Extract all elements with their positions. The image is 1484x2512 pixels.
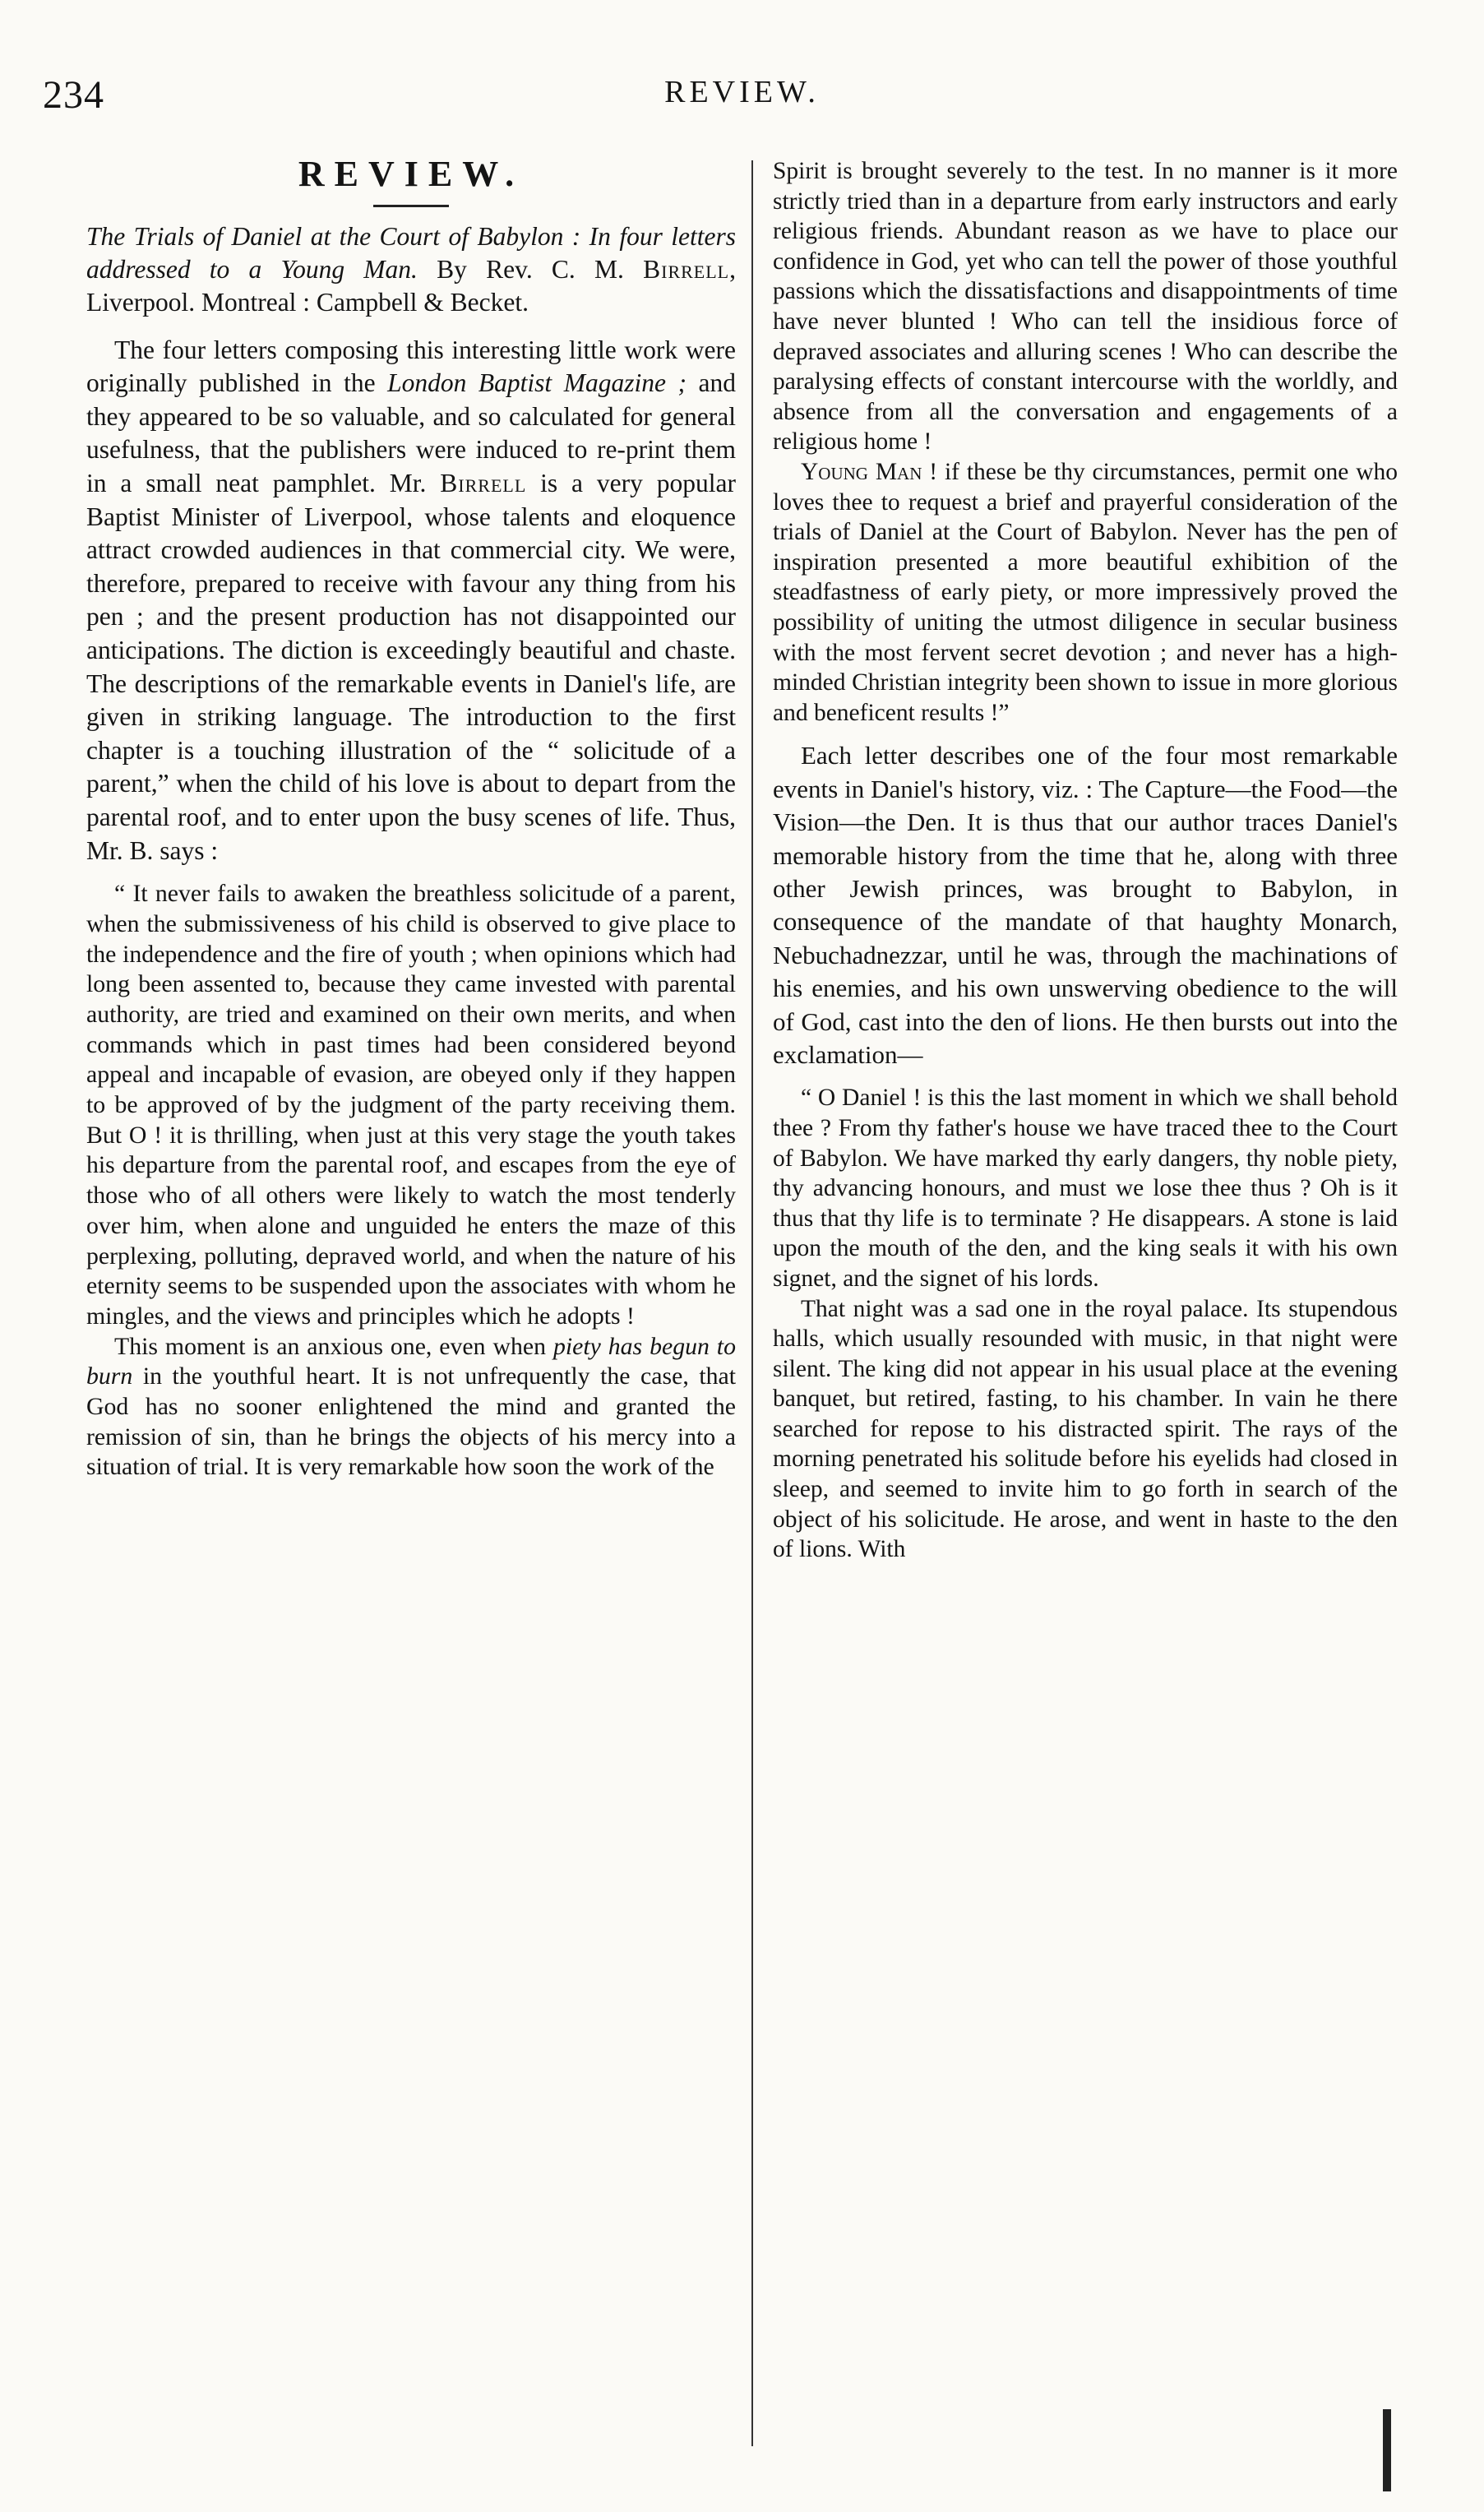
citation-place: , Liverpool. [86, 254, 736, 317]
paragraph-text: in the youthful heart. It is not unfrequently the case, that God has no sooner enlightened the mind and granted the remission of sin, than he brings the objects of his mercy into a situation of trial. It is very remarkable how soon the work of the [86, 1362, 736, 1481]
citation-text [86, 220, 736, 319]
page-number: 234 [43, 73, 104, 117]
section-heading: REVIEW. [298, 154, 525, 194]
book-citation [86, 220, 736, 319]
paragraph-text: and they appeared to be so valuable, and so calculated for general usefulness, that the publishers were induced to re-print them in a small neat pamphlet. Mr. [86, 368, 737, 497]
paragraph-text: if these be thy circumstances, permit one who loves thee to request a brief and prayerful consideration of the trials of Daniel at the Court of Babylon. Never has the pen of inspiration presented a more beautiful exhibition of the steadfastness of early piety, or more impressively proved the possibility of uniting the utmost diligence in secular business with the most fervent secret devotion ; and never has a high-minded Christian integrity been shown to issue in more glorious and beneficent results !” [773, 458, 1398, 726]
page-edge-mark [1383, 2409, 1391, 2491]
book-title: The Trials of Daniel at the Court of Babylon : In four letters addressed to a Young Man. [86, 221, 736, 284]
paragraph-letters: Each letter describes one of the four most remarkable events in Daniel's history, viz. : The Capture—the Food—the Vision—the Den. It is thus that our author traces Daniel's memorable history from the time that he, along with three other Jewish princes, was brought to Babylon, in consequence of the mandate of that haughty Monarch, Nebuchadnezzar, until he was, through the machinations of his enemies, and his own unswerving obedience to the will of God, cast into the den of lions. He then bursts out into the exclamation— [773, 741, 1398, 1069]
quote-continuation: Spirit is brought severely to the test. In no manner is it more strictly tried than in a departure from early instructors and early religious friends. Abundant reason as we have to place our confidence in God, yet who can tell the power of those youthful passions which the dissatisfactions and disappointments of time have never blunted ! Who can tell the insidious force of depraved associates and alluring scenes ! Who can describe the paralysing effects of constant intercourse with the worldly, and absence from all the conversation and engagements of a religious home ! [773, 158, 1398, 456]
quote-continued [86, 1332, 736, 1483]
lead-words: Young Man ! [801, 458, 938, 485]
young-man-paragraph [773, 457, 1398, 728]
author-name-inline: Birrell [440, 468, 527, 497]
column-divider [751, 160, 753, 2446]
heading-rule [373, 205, 449, 207]
citation-by: By Rev. C. M. [437, 254, 624, 284]
author-name: Birrell [643, 254, 730, 284]
paragraph-text: The four letters composing this interesting little work were originally published in the [86, 335, 736, 398]
paragraph-intro [86, 334, 736, 868]
running-title: REVIEW. [664, 75, 820, 109]
paragraph-text: is a very popular Baptist Minister of Liverpool, whose talents and eloquence attract crowded audiences in that commercial city. We were, therefore, prepared to receive with favour any thing from his pen ; and the present production has not disappointed our anticipations. The diction is exceedingly beautiful and chaste. The descriptions of the remarkable events in Daniel's life, are given in striking language. The introduction to the first chapter is a touching illustration of the “ solicitude of a parent,” when the child of his love is about to depart from the parental roof, and to enter upon the busy scenes of life. Thus, Mr. B. says : [86, 468, 737, 865]
publisher: Montreal : Campbell & Becket. [201, 287, 529, 317]
block-quote-night: That night was a sad one in the royal palace. Its stupendous halls, which usually resounded with music, in that night were silent. The king did not appear in his usual place at the evening banquet, but retired, fasting, to his chamber. In vain he there searched for repose to his distracted spirit. The rays of the morning penetrated his solitude before his eyelids had closed in sleep, and seemed to invite him to go forth in search of the object of his solicitude. He arose, and went in haste to the den of lions. With [773, 1295, 1398, 1563]
emphasis-text: piety has begun to burn [86, 1332, 736, 1390]
magazine-title: London Baptist Magazine ; [387, 368, 687, 398]
block-quote-daniel: “ O Daniel ! is this the last moment in which we shall behold thee ? From thy father's house we have traced thee to the Court of Babylon. We have marked thy early dangers, thy noble piety, thy advancing honours, and must we lose thee thus ? Oh is it thus that thy life is to terminate ? He disappears. A stone is laid upon the mouth of the den, and the king seals it with his own signet, and the signet of his lords. [773, 1085, 1398, 1292]
running-head [0, 72, 1484, 122]
left-column [86, 156, 736, 1483]
paragraph-text: This moment is an anxious one, even when [114, 1332, 547, 1360]
right-column [773, 156, 1398, 1565]
block-quote: “ It never fails to awaken the breathless solicitude of a parent, when the submissiveness of his child is observed to give place to the independence and the fire of youth ; when opinions which had long been assented to, because they came invested with parental authority, are tried and examined on their own merits, and when commands which in past times had been considered beyond appeal and incapable of evasion, are obeyed only if they happen to be approved of by the judgment of the party receiving them. But O ! it is thrilling, when just at this very stage the youth takes his departure from the parental roof, and escapes from the eye of those who of all others were likely to watch the most tenderly over him, when alone and unguided he enters the maze of this perplexing, polluting, depraved world, and when the nature of his eternity seems to be suspended upon the associates with whom he mingles, and the views and principles which he adopts ! [86, 880, 736, 1330]
